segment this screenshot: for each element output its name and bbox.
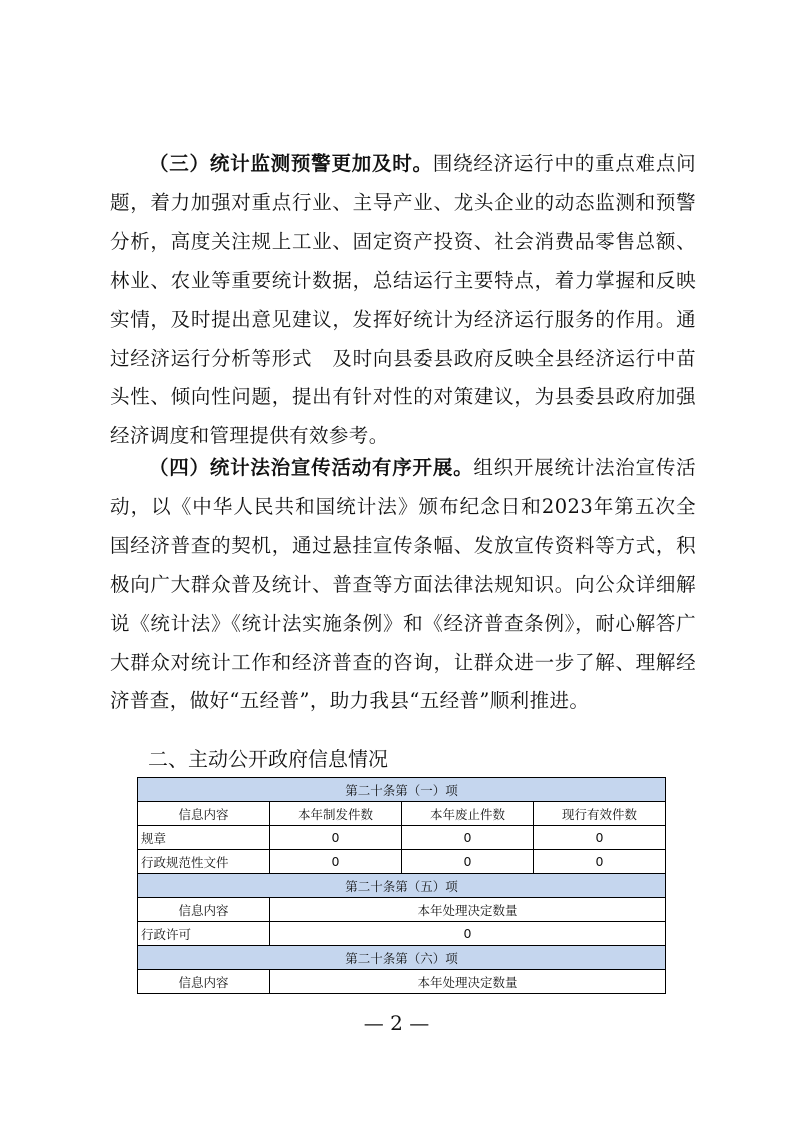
paragraph-legal-publicity (110, 449, 696, 721)
table-row (138, 826, 666, 850)
table-section-row (138, 946, 666, 970)
paragraph-statistical-monitoring (110, 145, 696, 456)
header-cell: 本年废止件数 (402, 802, 534, 826)
header-cell: 本年处理决定数量 (270, 898, 666, 922)
section-heading: 二、主动公开政府信息情况 (148, 747, 388, 771)
paragraph-lead: （三）统计监测预警更加及时。 (149, 152, 433, 175)
header-cell: 信息内容 (138, 970, 270, 994)
cell-value: 0 (402, 826, 534, 850)
cell-value: 0 (270, 826, 402, 850)
cell-value: 0 (270, 922, 666, 946)
table-section-row (138, 778, 666, 802)
cell-value: 0 (534, 826, 666, 850)
section-title: 第二十条第（六）项 (138, 946, 666, 970)
header-cell: 信息内容 (138, 898, 270, 922)
header-cell: 本年处理决定数量 (270, 970, 666, 994)
info-disclosure-table (137, 777, 666, 994)
cell-value: 0 (402, 850, 534, 874)
paragraph-body: 围绕经济运行中的重点难点问题，着力加强对重点行业、主导产业、龙头企业的动态监测和预警分析，高度关注规上工业、固定资产投资、社会消费品零售总额、林业、农业等重要统计数据，总结运行主要特点，着力掌握和反映实情，及时提出意见建议，发挥好统计为经济运行服务的作用。通过经济运行分析等形式 及时向县委县政府反映全县经济运行中苗头性、倾向性问题，提出有针对性的对策建议，为县委县政府加强经济调度和管理提供有效参考。 (110, 152, 696, 448)
header-cell: 本年制发件数 (270, 802, 402, 826)
cell-value: 0 (534, 850, 666, 874)
page-number: — 2 — (363, 1011, 430, 1035)
header-cell: 现行有效件数 (534, 802, 666, 826)
paragraph-lead: （四）统计法治宣传活动有序开展。 (149, 456, 474, 479)
table-header-row (138, 898, 666, 922)
cell-value: 0 (270, 850, 402, 874)
header-cell: 信息内容 (138, 802, 270, 826)
table-row (138, 850, 666, 874)
row-label: 规章 (138, 826, 270, 850)
table-row (138, 922, 666, 946)
row-label: 行政许可 (138, 922, 270, 946)
section-title: 第二十条第（五）项 (138, 874, 666, 898)
row-label: 行政规范性文件 (138, 850, 270, 874)
table-header-row (138, 970, 666, 994)
paragraph-body: 组织开展统计法治宣传活动，以《中华人民共和国统计法》颁布纪念日和2023年第五次全国经济普查的契机，通过悬挂宣传条幅、发放宣传资料等方式，积极向广大群众普及统计、普查等方面法律法规知识。向公众详细解说《统计法》《统计法实施条例》和《经济普查条例》，耐心解答广大群众对统计工作和经济普查的咨询，让群众进一步了解、理解经济普查，做好“五经普”，助力我县“五经普”顺利推进。 (110, 456, 697, 713)
section-title: 第二十条第（一）项 (138, 778, 666, 802)
table-section-row (138, 874, 666, 898)
table-header-row (138, 802, 666, 826)
